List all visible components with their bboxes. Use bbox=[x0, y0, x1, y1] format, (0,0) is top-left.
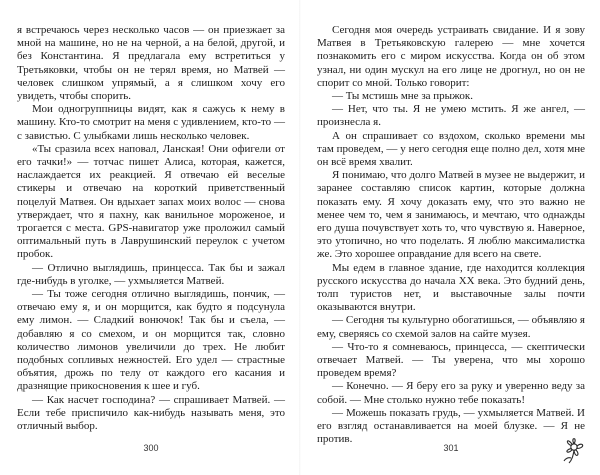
left-page bbox=[17, 24, 285, 434]
paragraph: — Что-то я сомневаюсь, принцесса, — скептически отвечает Матвей. — Ты уверена, что мы хорошо проведем время? bbox=[317, 340, 585, 380]
right-page-number: 301 bbox=[443, 443, 459, 453]
paragraph: — Можешь показать грудь, — ухмыляется Матвей. И его взгляд останавливается на моей блузке. — Я не против. bbox=[317, 406, 585, 446]
paragraph: — Отлично выглядишь, принцесса. Так бы и зажал где-нибудь в уголке, — ухмыляется Матвей. bbox=[17, 261, 285, 287]
paragraph: Мои одногруппницы видят, как я сажусь к нему в машину. Кто-то смотрит на меня с удивлением, кто-то — с завистью. С улыбками лишь несколько человек. bbox=[17, 103, 285, 142]
paragraph: — Конечно. — Я беру его за руку и уверенно веду за собой. — Мне столько нужно тебе показать! bbox=[317, 380, 585, 406]
book-gutter bbox=[299, 0, 301, 475]
paragraph: — Нет, что ты. Я не умею мстить. Я же ангел, — произнесла я. bbox=[317, 103, 585, 129]
paragraph: «Ты сразила всех наповал, Ланская! Они офигели от его тачки!» — тотчас пишет Алиса, которая, кажется, наслаждается их реакцией. Я отвечаю ей веселые стикеры и отвечаю на короткий приветственный поцелуй Матвея. Он вдыхает запах моих волос — снова утверждает, что я пахну, как ванильное мороженое, и трогается с места. GPS-навигатор уже проложил самый оптимальный путь в Лаврушинский переулок с учетом пробок. bbox=[17, 142, 285, 261]
paragraph: — Ты мстишь мне за прыжок. bbox=[332, 90, 473, 103]
left-page-text bbox=[17, 24, 285, 433]
right-page bbox=[317, 24, 585, 446]
paragraph: — Сегодня ты культурно обогатишься, — объявляю я ему, сверяясь со схемой залов на сайте музея. bbox=[317, 314, 585, 340]
right-page-text bbox=[317, 24, 585, 447]
paragraph: — Как насчет господина? — спрашивает Матвей. — Если тебе приспичило как-нибудь называть меня, это отличный выбор. bbox=[17, 393, 285, 433]
paragraph: Мы едем в главное здание, где находится коллекция русского искусства до начала XX века. Это будний день, толп туристов нет, и выставочные залы почти оказываются внутри. bbox=[317, 261, 585, 314]
flower-ornament-icon bbox=[557, 432, 591, 466]
paragraph: Сегодня моя очередь устраивать свидание. И я зову Матвея в Третьяковскую галерею — мне хочется познакомить его с миром искусства. Когда он об этом узнал, ни один мускул на его лице не дрогнул, но он не спорит со мной. Только говорит: bbox=[317, 24, 585, 89]
paragraph: А он спрашивает со вздохом, сколько времени мы там проведем, — у него сегодня еще полно дел, хотя мне он всё время хвалит. bbox=[317, 129, 585, 169]
paragraph: — Ты тоже сегодня отлично выглядишь, пончик, — отвечаю ему я, и он морщится, как будто я подсунула ему лимон. — Сладкий вонючок! Так бы и съела, — добавляю я со смехом, и он морщится так, словно количество лимонов увеличили до трех. Не любит подобных сопливых нежностей. Его удел — страстные объятия, дрожь по телу от каждого его касания и дразнящие прикосновения к шее и губ. bbox=[17, 288, 285, 393]
left-page-number: 300 bbox=[143, 443, 159, 453]
paragraph: я встречаюсь через несколько часов — он приезжает за мной на машине, но не на черной, а на белой, другой, и без Константина. Я предлагала ему встретиться у Третьяковки, чтобы он не терял время, но Матвей — человек слишком упрямый, а я слишком хочу его увидеть, чтобы спорить. bbox=[17, 24, 285, 103]
paragraph: Я понимаю, что долго Матвей в музее не выдержит, и заранее составляю список картин, которые должна показать ему. Я хочу доказать ему, что это важно не менее чем то, чем я занимаюсь, и мечтаю, что однажды его душа почувствует хоть то, что чувствую я. Наверное, это утопично, но что поделать. Я люблю максималистка же. Это хорошее оправдание для всего на свете. bbox=[317, 169, 585, 261]
